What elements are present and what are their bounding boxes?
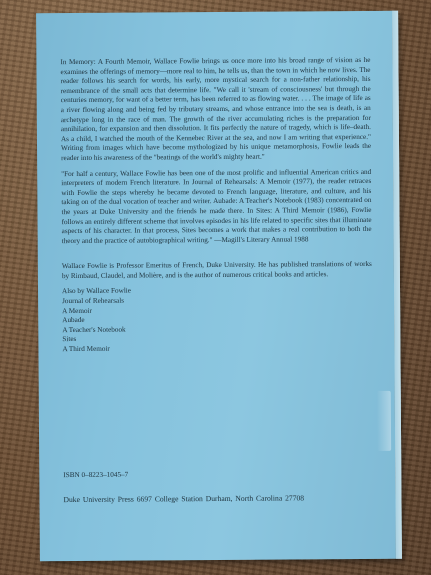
book-back-cover [36,11,402,562]
review-paragraph: "For half a century, Wallace Fowlie has been one of the most prolific and influential American critics and interpreters of modern French literature. In Journal of Rehearsals: A Memoir (1977), the reader retraces with Fowlie the steps whereby he became devoted to French language, literature, and culture, and his taking on of the dual vocation of teacher and writer. Aubade: A Teacher's Notebook (1983) concentrated on the years at Duke University and the friends he made there. In Sites: A Third Memoir (1986), Fowlie follows an entirely different scheme that involves episodes in his life related to specific sites that illuminate aspects of his character. In that process, Sites becomes a work that makes a real contribution to both the theory and the practice of autobiographical writing." —Magill's Literary Annual 1988 [61,167,372,245]
also-by-section [62,285,372,354]
book-subtitle: A Memoir [62,306,92,315]
book-title: Sites [62,335,77,344]
book-title: Aubade [62,316,85,325]
cover-text [60,56,372,355]
book-entry [62,295,372,316]
book-subtitle: A Teacher's Notebook [62,325,126,334]
book-subtitle: A Third Memoir [62,344,110,354]
book-title: Journal of Rehearsals [62,296,125,306]
also-by-heading: Also by Wallace Fowlie [62,287,132,296]
cover-crease [377,391,391,451]
page-edge [392,11,402,559]
publisher-address: Duke University Press 6697 College Station Durham, North Carolina 27708 [63,493,305,505]
author-bio: Wallace Fowlie is Professor Emeritus of French, Duke University. He has published translations of works by Rimbaud, Claudel, and Molière, and is the author of numerous critical books and articles. [61,260,372,280]
blurb-paragraph: In Memory: A Fourth Memoir, Wallace Fowlie brings us once more into his broad range of vision as he examines the offerings of memory—more real to him, he tells us, than the town in which he now lives. The reader follows his search for words, his early, more mystical search for a non-father relationship, his remembrance of the small acts that determine life. "We call it 'stream of consciousness' but through the centuries memory, for want of a better term, has been referred to as flowing water. . . . The image of life as a river flowing along and being fed by tributary streams, and whose entrance into the sea is death, is an archetype long in the race of man. The growth of the river accumulating riches is the preparation for annihilation, for expansion and then dissolution. It fits perfectly the nature of tragedy, which is life–death. As a child, I watched the mouth of the Kennebec River at the sea, and now I am writing that experience." Writing from images which have become mythologized by his unique metamorphosis, Fowlie leads the reader into his awareness of the "beatings of the world's mighty heart." [60,55,372,163]
book-entry [62,314,372,335]
book-entry [62,333,372,354]
isbn: ISBN 0–8223–1045–7 [63,470,129,480]
